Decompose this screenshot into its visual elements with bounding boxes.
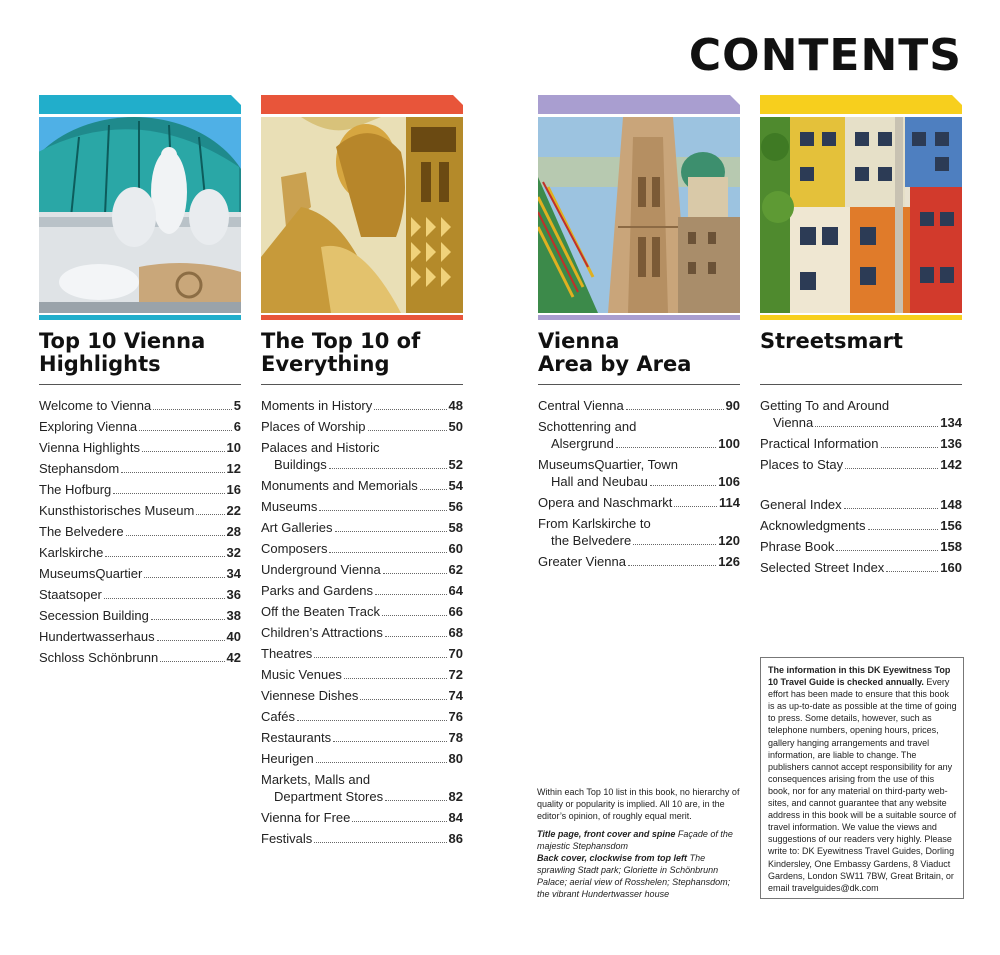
leader-dots bbox=[886, 571, 938, 572]
toc-entry[interactable] bbox=[261, 397, 463, 414]
toc-entry[interactable] bbox=[39, 628, 241, 645]
toc-entry[interactable] bbox=[39, 481, 241, 498]
toc-entry-label-cont: Vienna bbox=[773, 415, 814, 430]
toc-page-number: 10 bbox=[226, 440, 241, 455]
leader-dots bbox=[836, 550, 938, 551]
toc-entry-label: Monuments and Memorials bbox=[261, 478, 418, 493]
toc-page-number: 82 bbox=[448, 789, 463, 804]
toc-entry[interactable] bbox=[39, 397, 241, 414]
leader-dots bbox=[385, 636, 447, 637]
toc-entry[interactable] bbox=[39, 565, 241, 582]
section-color-tab bbox=[261, 95, 463, 114]
toc-entry-label: MuseumsQuartier bbox=[39, 566, 143, 581]
leader-dots bbox=[352, 821, 446, 822]
leader-dots bbox=[314, 842, 446, 843]
info-disclaimer-box bbox=[760, 657, 964, 899]
page-title: CONTENTS bbox=[688, 30, 962, 81]
toc-entry[interactable] bbox=[261, 687, 463, 704]
toc-entry-label: Central Vienna bbox=[538, 398, 624, 413]
leader-dots bbox=[314, 657, 446, 658]
toc-entry[interactable] bbox=[261, 750, 463, 767]
toc-page-number: 22 bbox=[226, 503, 241, 518]
toc-entry-label: The Belvedere bbox=[39, 524, 124, 539]
toc-entry-label: Schottenring and bbox=[538, 419, 637, 434]
toc-entry-label: Children’s Attractions bbox=[261, 625, 383, 640]
toc-page-number: 120 bbox=[718, 533, 740, 548]
section-color-tab bbox=[760, 95, 962, 114]
leader-dots bbox=[420, 489, 447, 490]
toc-entry[interactable] bbox=[538, 397, 740, 414]
toc-entry-label: Underground Vienna bbox=[261, 562, 381, 577]
toc-entry[interactable] bbox=[760, 559, 962, 576]
toc-page-number: 72 bbox=[448, 667, 463, 682]
toc-entry[interactable] bbox=[261, 519, 463, 536]
toc-entry-label: MuseumsQuartier, Town bbox=[538, 457, 678, 472]
toc-entry[interactable] bbox=[39, 460, 241, 477]
section-title: The Top 10 of Everything bbox=[261, 329, 421, 376]
leader-dots bbox=[153, 409, 232, 410]
toc-entry-label: Secession Building bbox=[39, 608, 149, 623]
toc-entry-label: Art Galleries bbox=[261, 520, 333, 535]
toc-page-number: 28 bbox=[226, 524, 241, 539]
toc-entry[interactable] bbox=[261, 708, 463, 725]
toc-page-number: 106 bbox=[718, 474, 740, 489]
toc-entry-label: Vienna for Free bbox=[261, 810, 351, 825]
leader-dots bbox=[104, 598, 225, 599]
toc-page-number: 52 bbox=[448, 457, 463, 472]
toc-page-number: 156 bbox=[940, 518, 962, 533]
leader-dots bbox=[368, 430, 447, 431]
toc-page-number: 84 bbox=[448, 810, 463, 825]
leader-dots bbox=[385, 800, 446, 801]
leader-dots bbox=[374, 409, 446, 410]
leader-dots bbox=[151, 619, 225, 620]
leader-dots bbox=[628, 565, 716, 566]
leader-dots bbox=[196, 514, 224, 515]
leader-dots bbox=[375, 594, 447, 595]
leader-dots bbox=[329, 468, 447, 469]
toc-entry[interactable] bbox=[261, 666, 463, 683]
toc-entry-label-cont: Buildings bbox=[274, 457, 327, 472]
toc-entry-label: Staatsoper bbox=[39, 587, 102, 602]
toc-entry-label: Restaurants bbox=[261, 730, 332, 745]
toc-entry-label-cont: Department Stores bbox=[274, 789, 384, 804]
toc-page-number: 56 bbox=[448, 499, 463, 514]
toc-entry-label: Composers bbox=[261, 541, 328, 556]
toc-entry-label: Cafés bbox=[261, 709, 295, 724]
section-color-tab bbox=[39, 95, 241, 114]
toc-entry-label: Viennese Dishes bbox=[261, 688, 359, 703]
toc-entry-label: Karlskirche bbox=[39, 545, 104, 560]
toc-entry[interactable] bbox=[261, 540, 463, 557]
leader-dots bbox=[382, 615, 447, 616]
toc-page-number: 58 bbox=[448, 520, 463, 535]
toc-list bbox=[760, 397, 962, 576]
toc-entry-label: Kunsthistorisches Museum bbox=[39, 503, 195, 518]
toc-page-number: 36 bbox=[226, 587, 241, 602]
toc-entry[interactable] bbox=[261, 645, 463, 662]
toc-entry-label: Selected Street Index bbox=[760, 560, 885, 575]
toc-entry[interactable] bbox=[39, 607, 241, 624]
leader-dots bbox=[121, 472, 224, 473]
toc-entry-label: Acknowledgments bbox=[760, 518, 866, 533]
toc-entry[interactable] bbox=[261, 498, 463, 515]
stephansdom-tiled-roof-photo bbox=[538, 117, 740, 313]
leader-dots bbox=[633, 544, 716, 545]
leader-dots bbox=[360, 699, 446, 700]
toc-entry[interactable] bbox=[538, 553, 740, 570]
leader-dots bbox=[126, 535, 225, 536]
toc-entry-label: Hundertwasserhaus bbox=[39, 629, 155, 644]
toc-entry-label: Off the Beaten Track bbox=[261, 604, 380, 619]
toc-entry[interactable] bbox=[39, 502, 241, 519]
toc-entry[interactable] bbox=[760, 435, 962, 452]
toc-entry-label: Vienna Highlights bbox=[39, 440, 140, 455]
toc-entry-label-cont: Alsergrund bbox=[551, 436, 614, 451]
toc-page-number: 5 bbox=[233, 398, 241, 413]
toc-page-number: 34 bbox=[226, 566, 241, 581]
section-color-bar bbox=[39, 315, 241, 320]
toc-entry[interactable] bbox=[261, 771, 463, 805]
toc-list bbox=[39, 397, 241, 666]
toc-page-number: 66 bbox=[448, 604, 463, 619]
section-title: Top 10 Vienna Highlights bbox=[39, 329, 206, 376]
hierarchy-and-cover-note bbox=[537, 786, 742, 906]
leader-dots bbox=[139, 430, 232, 431]
leader-dots bbox=[616, 447, 716, 448]
toc-entry[interactable] bbox=[261, 418, 463, 435]
toc-entry-label: Getting To and Around bbox=[760, 398, 890, 413]
hierarchy-note: Within each Top 10 list in this book, no hierarchy of quality or popularity is implied. All 10 are, in the editor’s opinion, of roughly equal merit. bbox=[537, 787, 740, 821]
toc-entry-label: Heurigen bbox=[261, 751, 314, 766]
leader-dots bbox=[650, 485, 716, 486]
toc-page-number: 54 bbox=[448, 478, 463, 493]
leader-dots bbox=[157, 640, 225, 641]
toc-page-number: 158 bbox=[940, 539, 962, 554]
toc-page-number: 86 bbox=[448, 831, 463, 846]
section-streetsmart bbox=[760, 95, 962, 580]
section-title: Vienna Area by Area bbox=[538, 329, 692, 376]
section-title: Streetsmart bbox=[760, 329, 903, 353]
toc-list bbox=[538, 397, 740, 570]
toc-entry[interactable] bbox=[39, 418, 241, 435]
toc-entry-label: Places to Stay bbox=[760, 457, 844, 472]
leader-dots bbox=[881, 447, 939, 448]
golden-relief-artwork-photo bbox=[261, 117, 463, 313]
toc-page-number: 50 bbox=[448, 419, 463, 434]
leader-dots bbox=[674, 506, 717, 507]
leader-dots bbox=[844, 508, 939, 509]
leader-dots bbox=[160, 661, 224, 662]
toc-entry[interactable] bbox=[760, 456, 962, 473]
leader-dots bbox=[815, 426, 938, 427]
toc-page-number: 90 bbox=[725, 398, 740, 413]
toc-page-number: 12 bbox=[226, 461, 241, 476]
toc-page-number: 64 bbox=[448, 583, 463, 598]
divider bbox=[760, 384, 962, 385]
toc-page-number: 38 bbox=[226, 608, 241, 623]
leader-dots bbox=[316, 762, 447, 763]
toc-entry-label: Exploring Vienna bbox=[39, 419, 138, 434]
leader-dots bbox=[319, 510, 446, 511]
toc-page-number: 142 bbox=[940, 457, 962, 472]
toc-page-number: 148 bbox=[940, 497, 962, 512]
toc-entry[interactable] bbox=[760, 517, 962, 534]
leader-dots bbox=[297, 720, 447, 721]
toc-entry-label: Palaces and Historic bbox=[261, 440, 380, 455]
toc-page-number: 32 bbox=[226, 545, 241, 560]
toc-entry[interactable] bbox=[261, 477, 463, 494]
toc-entry[interactable] bbox=[261, 830, 463, 847]
toc-page-number: 70 bbox=[448, 646, 463, 661]
toc-entry-label: Greater Vienna bbox=[538, 554, 626, 569]
toc-entry[interactable] bbox=[39, 439, 241, 456]
divider bbox=[261, 384, 463, 385]
toc-entry-label: Opera and Naschmarkt bbox=[538, 495, 673, 510]
leader-dots bbox=[868, 529, 939, 530]
toc-entry-label: Phrase Book bbox=[760, 539, 835, 554]
section-color-bar bbox=[538, 315, 740, 320]
leader-dots bbox=[845, 468, 938, 469]
section-top-10-highlights bbox=[39, 95, 241, 670]
toc-page-number: 134 bbox=[940, 415, 962, 430]
section-color-bar bbox=[261, 315, 463, 320]
toc-entry[interactable] bbox=[261, 582, 463, 599]
leader-dots bbox=[344, 678, 447, 679]
leader-dots bbox=[383, 573, 447, 574]
toc-entry[interactable] bbox=[261, 439, 463, 473]
toc-page-number: 42 bbox=[226, 650, 241, 665]
toc-page-number: 16 bbox=[226, 482, 241, 497]
front-cover-credit: Title page, front cover and spine Façade of the majestic Stephansdom bbox=[537, 829, 733, 851]
leader-dots bbox=[105, 556, 224, 557]
section-color-bar bbox=[760, 315, 962, 320]
toc-entry[interactable] bbox=[261, 561, 463, 578]
toc-entry-label-cont: the Belvedere bbox=[551, 533, 632, 548]
back-cover-credit: Back cover, clockwise from top left The sprawling Stadt park; Gloriette in Schönbrunn Palace; aerial view of Rosshelen; Stephansdom; the vibrant Hundertwasser house bbox=[537, 853, 731, 899]
section-color-tab bbox=[538, 95, 740, 114]
toc-entry[interactable] bbox=[261, 809, 463, 826]
toc-list bbox=[261, 397, 463, 847]
toc-entry[interactable] bbox=[39, 649, 241, 666]
section-area-by-area bbox=[538, 95, 740, 574]
leader-dots bbox=[113, 493, 224, 494]
toc-page-number: 126 bbox=[718, 554, 740, 569]
toc-entry-label: General Index bbox=[760, 497, 842, 512]
toc-entry-label: Moments in History bbox=[261, 398, 373, 413]
section-top-10-everything bbox=[261, 95, 463, 851]
toc-entry-label: Stephansdom bbox=[39, 461, 120, 476]
toc-entry-label: The Hofburg bbox=[39, 482, 112, 497]
toc-entry-label: Museums bbox=[261, 499, 318, 514]
toc-entry[interactable] bbox=[760, 538, 962, 555]
toc-page-number: 136 bbox=[940, 436, 962, 451]
toc-entry[interactable] bbox=[538, 494, 740, 511]
info-body: Every effort has been made to ensure that this book is as up-to-date as possible at the time of going to press. Some details, however, such as telephone numbers, opening hours, prices, gallery hanging arrangements and travel information, are liable to change. The publishers cannot accept responsibility for any consequences arising from the use of this book, nor for any material on third-party web-sites, and cannot guarantee that any website address in this book will be a suitable source of travel information. We value the views and suggestions of our readers very highly. Please write to: DK Eyewitness Travel Guides, Dorling Kindersley, One Embassy Gardens, 8 Viaduct Gardens, London SW11 7BW, Great Britain, or email travelguides@dk.com bbox=[768, 677, 957, 893]
toc-entry-label: Schloss Schönbrunn bbox=[39, 650, 159, 665]
leader-dots bbox=[329, 552, 446, 553]
toc-page-number: 80 bbox=[448, 751, 463, 766]
toc-entry-label: From Karlskirche to bbox=[538, 516, 651, 531]
toc-entry-label: Places of Worship bbox=[261, 419, 366, 434]
toc-page-number: 40 bbox=[226, 629, 241, 644]
toc-page-number: 100 bbox=[718, 436, 740, 451]
toc-entry[interactable] bbox=[261, 603, 463, 620]
leader-dots bbox=[626, 409, 724, 410]
toc-page-number: 76 bbox=[448, 709, 463, 724]
toc-entry-label: Music Venues bbox=[261, 667, 342, 682]
toc-page-number: 160 bbox=[940, 560, 962, 575]
toc-entry[interactable] bbox=[261, 624, 463, 641]
toc-page-number: 6 bbox=[233, 419, 241, 434]
toc-entry[interactable] bbox=[39, 544, 241, 561]
toc-entry-label: Markets, Malls and bbox=[261, 772, 371, 787]
toc-entry-label: Festivals bbox=[261, 831, 313, 846]
info-heading: The information in this DK Eyewitness Top 10 Travel Guide is checked annually. bbox=[768, 665, 951, 688]
leader-dots bbox=[335, 531, 447, 532]
toc-page-number: 48 bbox=[448, 398, 463, 413]
toc-entry[interactable] bbox=[760, 397, 962, 431]
hundertwasserhaus-facade-photo bbox=[760, 117, 962, 313]
leader-dots bbox=[142, 451, 225, 452]
toc-entry[interactable] bbox=[760, 496, 962, 513]
toc-entry[interactable] bbox=[538, 515, 740, 549]
vienna-hofburg-dome-statues-photo bbox=[39, 117, 241, 313]
toc-entry-label: Theatres bbox=[261, 646, 313, 661]
divider bbox=[39, 384, 241, 385]
toc-page-number: 60 bbox=[448, 541, 463, 556]
leader-dots bbox=[333, 741, 446, 742]
leader-dots bbox=[144, 577, 224, 578]
toc-entry[interactable] bbox=[538, 418, 740, 452]
toc-entry-label: Practical Information bbox=[760, 436, 879, 451]
toc-page-number: 74 bbox=[448, 688, 463, 703]
toc-entry[interactable] bbox=[538, 456, 740, 490]
toc-entry-label: Parks and Gardens bbox=[261, 583, 374, 598]
toc-entry-label: Welcome to Vienna bbox=[39, 398, 152, 413]
toc-page-number: 114 bbox=[719, 495, 740, 510]
divider bbox=[538, 384, 740, 385]
toc-page-number: 68 bbox=[448, 625, 463, 640]
toc-page-number: 62 bbox=[448, 562, 463, 577]
toc-entry[interactable] bbox=[261, 729, 463, 746]
toc-entry-label-cont: Hall and Neubau bbox=[551, 474, 648, 489]
toc-page-number: 78 bbox=[448, 730, 463, 745]
toc-entry[interactable] bbox=[39, 586, 241, 603]
toc-entry[interactable] bbox=[39, 523, 241, 540]
